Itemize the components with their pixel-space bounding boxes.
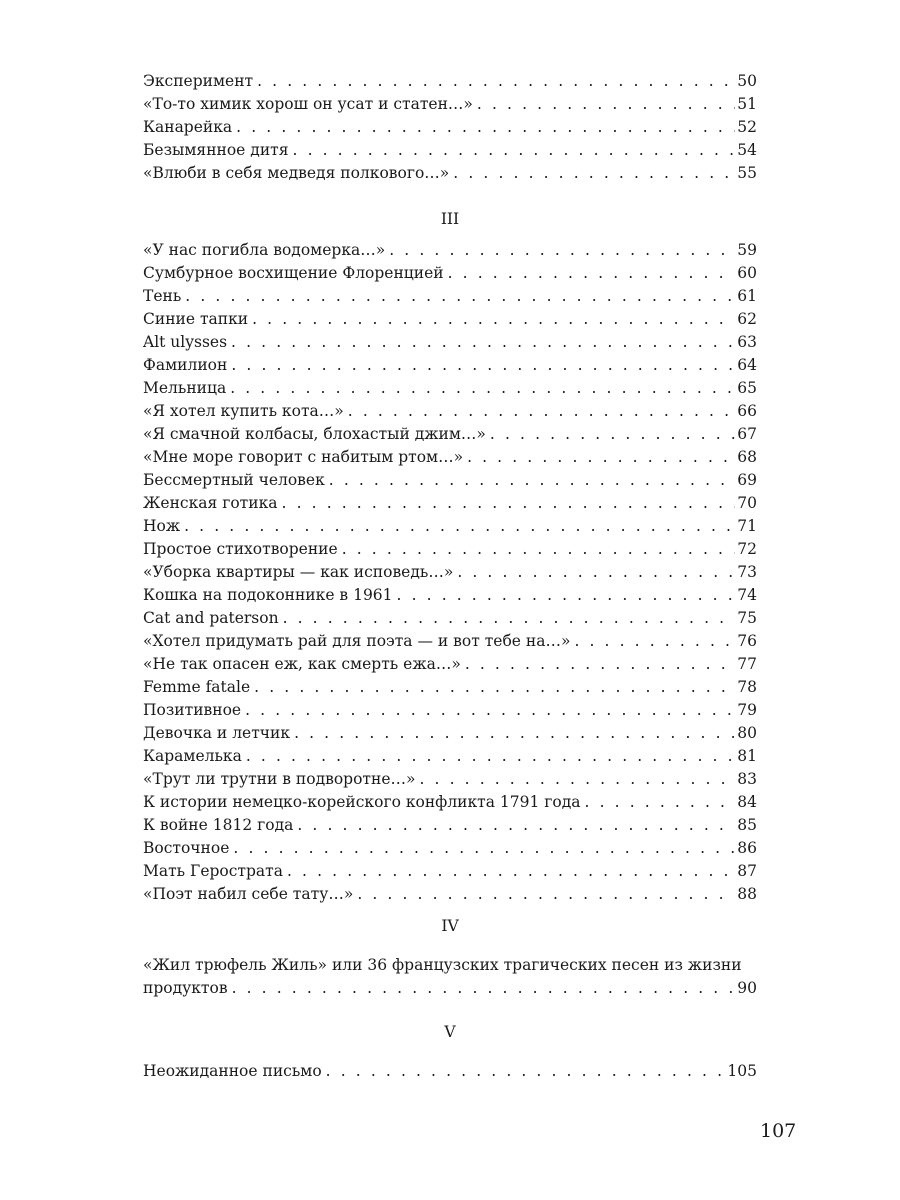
toc-entry: «Трут ли трутни в подворотне…» . . . 83 — [143, 768, 757, 791]
dot-leader — [231, 354, 735, 377]
toc-entry-title-line1: «Жил трюфель Жиль» или 36 французских трагических песен из жизни — [143, 956, 742, 974]
dot-leader — [348, 400, 736, 423]
dot-leader — [254, 676, 735, 699]
toc-entry: Женская готика . . . 70 — [143, 492, 757, 515]
toc-entry: Простое стихотворение . . . 72 — [143, 538, 757, 561]
dot-leader — [294, 722, 735, 745]
toc-entry: Cat and paterson . . . 75 — [143, 607, 757, 630]
dot-leader — [457, 561, 735, 584]
section-heading-iii: III — [440, 210, 460, 228]
dot-leader — [419, 768, 735, 791]
dot-leader — [185, 285, 735, 308]
dot-leader — [236, 116, 735, 139]
toc-entry: Неожиданное письмо . . . 105 — [143, 1060, 757, 1083]
toc-entry: Фамилион . . . 64 — [143, 354, 757, 377]
dot-leader — [465, 653, 735, 676]
dot-leader — [246, 745, 735, 768]
dot-leader — [448, 262, 736, 285]
toc-entry: «Хотел придумать рай для поэта — и вот тебе на…» . . . 76 — [143, 630, 757, 653]
dot-leader — [232, 977, 736, 1000]
dot-leader — [453, 162, 735, 185]
dot-leader — [293, 139, 736, 162]
toc-entry: Femme fatale . . . 78 — [143, 676, 757, 699]
toc-entry: Нож . . . 71 — [143, 515, 757, 538]
dot-leader — [342, 538, 736, 561]
dot-leader — [282, 492, 736, 515]
page-number: 107 — [760, 1120, 797, 1142]
dot-leader — [397, 584, 736, 607]
dot-leader — [389, 239, 735, 262]
toc-entry: «Я смачной колбасы, блохастый джим…» . . . 67 — [143, 423, 757, 446]
dot-leader — [231, 331, 735, 354]
toc-entry: «Уборка квартиры — как исповедь…» . . . 73 — [143, 561, 757, 584]
toc-entry: Безымянное дитя . . . 54 — [143, 139, 757, 162]
dot-leader — [245, 699, 735, 722]
toc-part2-tail — [143, 70, 757, 185]
section-heading-v: V — [444, 1023, 456, 1041]
toc-entry: К истории немецко-корейского конфликта 1791 года . . . 84 — [143, 791, 757, 814]
dot-leader — [252, 308, 735, 331]
dot-leader — [477, 93, 735, 116]
toc-entry: Тень . . . 61 — [143, 285, 757, 308]
section-heading-iv: IV — [441, 917, 459, 935]
dot-leader — [257, 70, 735, 93]
dot-leader — [233, 837, 735, 860]
toc-entry: «То-то химик хорош он усат и статен…» . . . 51 — [143, 93, 757, 116]
table-of-contents — [143, 70, 757, 1083]
dot-leader — [283, 607, 736, 630]
toc-entry-multiline — [143, 954, 757, 1000]
toc-entry: К войне 1812 года . . . 85 — [143, 814, 757, 837]
dot-leader — [585, 791, 736, 814]
dot-leader — [357, 883, 735, 906]
toc-entry: Alt ulysses . . . 63 — [143, 331, 757, 354]
dot-leader — [297, 814, 735, 837]
dot-leader — [467, 446, 735, 469]
toc-entry: Мельница . . . 65 — [143, 377, 757, 400]
toc-entry: «Не так опасен еж, как смерть ежа…» . . . 77 — [143, 653, 757, 676]
toc-entry: Восточное . . . 86 — [143, 837, 757, 860]
dot-leader — [287, 860, 735, 883]
toc-entry: Карамелька . . . 81 — [143, 745, 757, 768]
dot-leader — [230, 377, 735, 400]
toc-entry: Мать Герострата . . . 87 — [143, 860, 757, 883]
toc-entry: Позитивное . . . 79 — [143, 699, 757, 722]
dot-leader — [574, 630, 735, 653]
toc-entry: Синие тапки . . . 62 — [143, 308, 757, 331]
toc-entry: Кошка на подоконнике в 1961 . . . 74 — [143, 584, 757, 607]
toc-entry: «У нас погибла водомерка…» . . . 59 — [143, 239, 757, 262]
toc-entry: «Мне море говорит с набитым ртом…» . . . 68 — [143, 446, 757, 469]
toc-entry: «Влюби в себя медведя полкового…» . . . 55 — [143, 162, 757, 185]
dot-leader — [329, 469, 736, 492]
toc-part3 — [143, 239, 757, 906]
toc-entry: Бессмертный человек . . . 69 — [143, 469, 757, 492]
toc-entry: Сумбурное восхищение Флоренцией . . . 60 — [143, 262, 757, 285]
toc-entry: продуктов . . . 90 — [143, 977, 757, 1000]
toc-entry: Девочка и летчик . . . 80 — [143, 722, 757, 745]
toc-entry: Канарейка . . . 52 — [143, 116, 757, 139]
toc-entry: Эксперимент . . . 50 — [143, 70, 757, 93]
dot-leader — [490, 423, 735, 446]
toc-entry: «Поэт набил себе тату…» . . . 88 — [143, 883, 757, 906]
dot-leader — [326, 1060, 726, 1083]
toc-entry: «Я хотел купить кота…» . . . 66 — [143, 400, 757, 423]
dot-leader — [184, 515, 735, 538]
